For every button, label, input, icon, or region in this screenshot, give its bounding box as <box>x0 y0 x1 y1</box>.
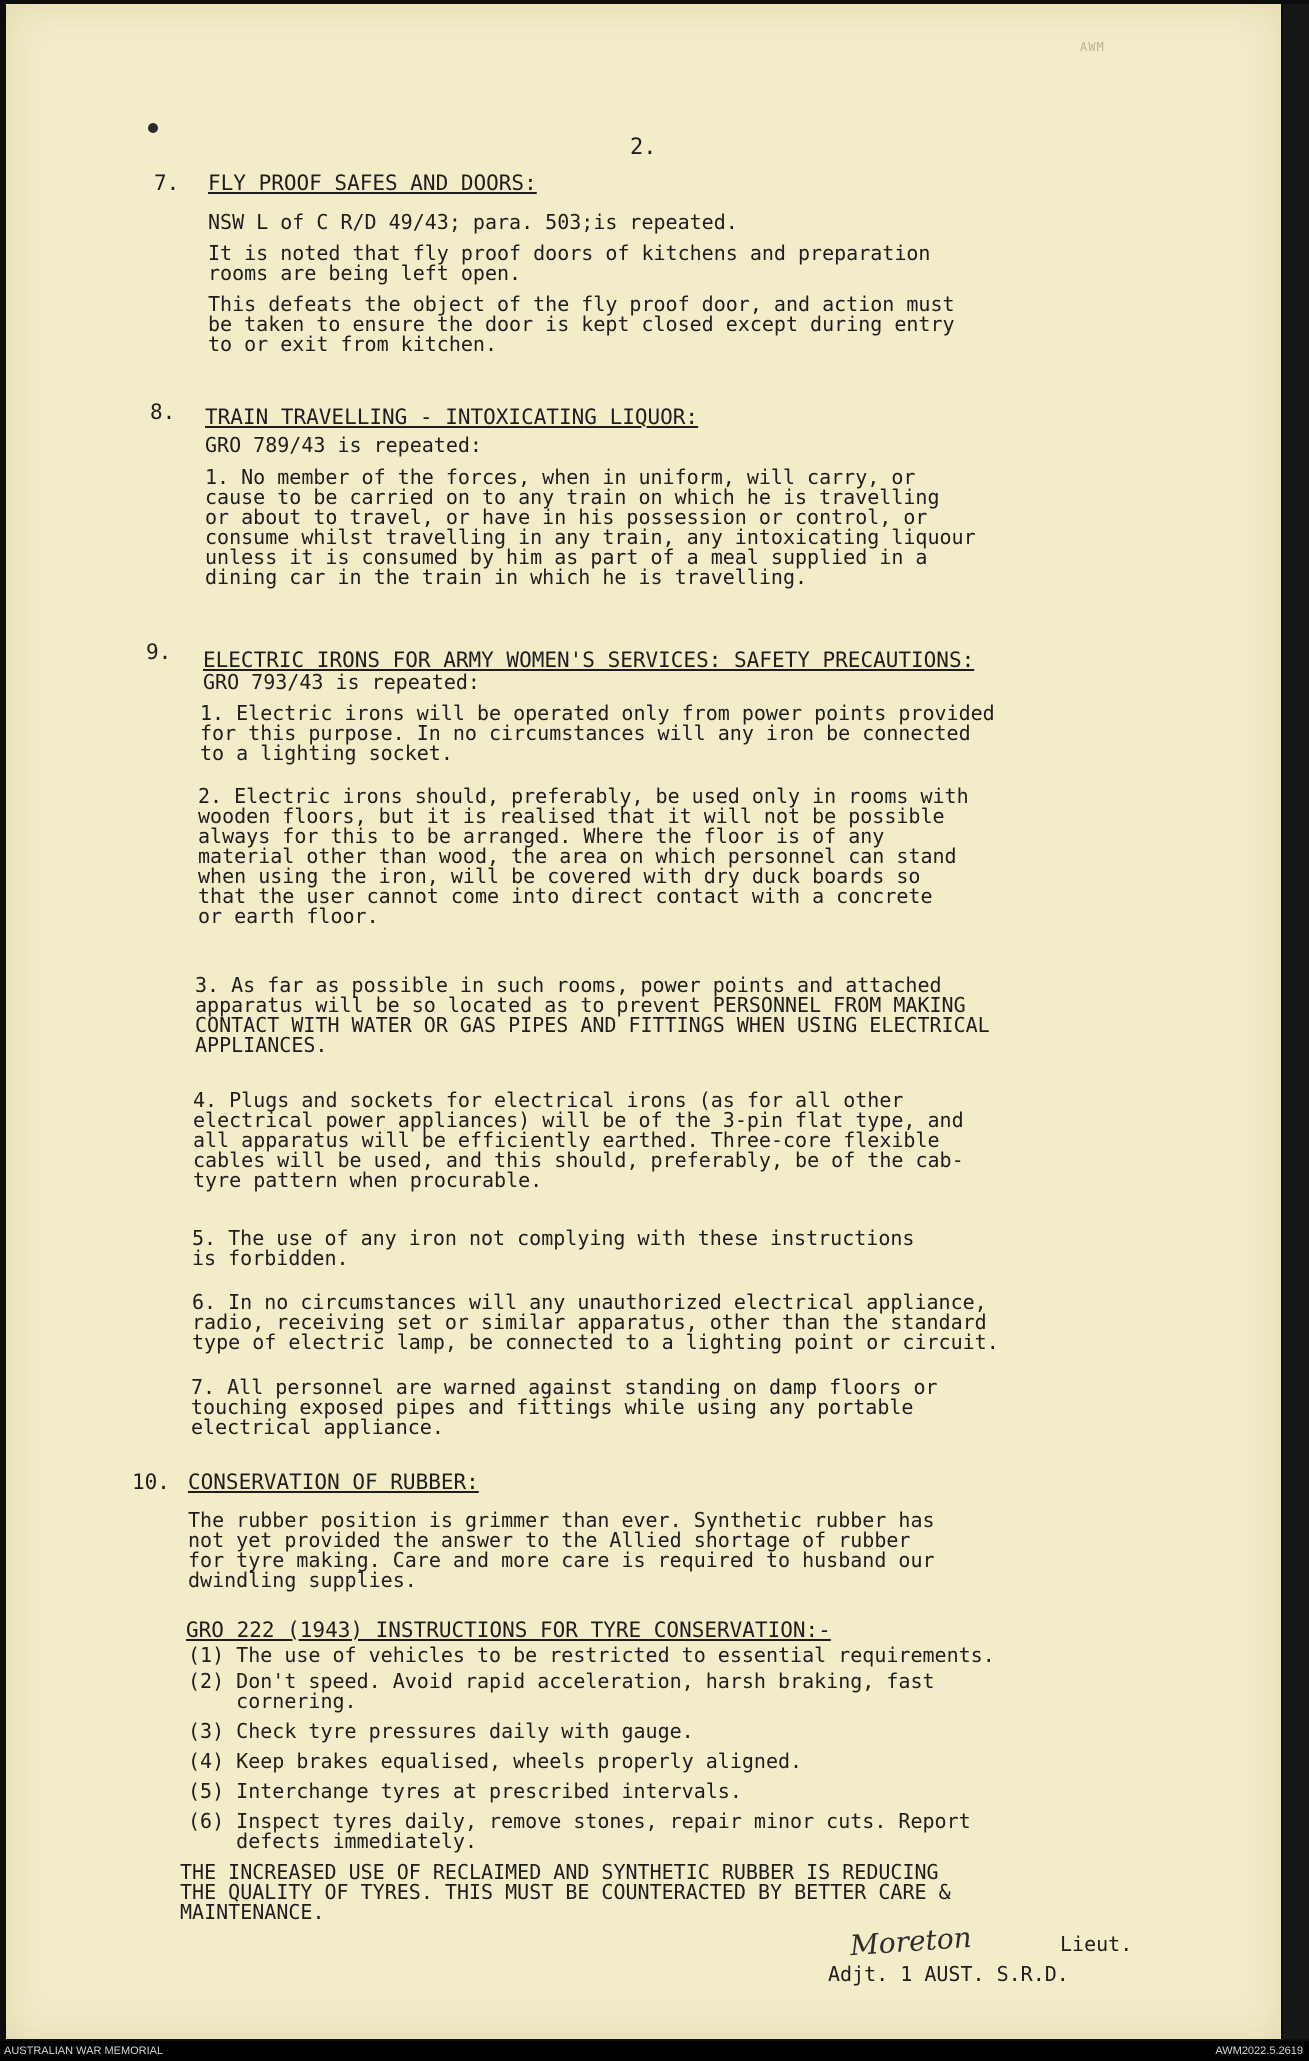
text-line: to a lighting socket. <box>200 741 453 765</box>
section-9-para-3 <box>195 975 990 1055</box>
text-line: wooden floors, but it is realised that it will not be possible <box>198 804 945 828</box>
text-line: to or exit from kitchen. <box>208 332 497 356</box>
archive-footer <box>0 2041 1309 2061</box>
text-line: 1. No member of the forces, when in uniform, will carry, or <box>205 465 916 489</box>
text-line: CONTACT WITH WATER OR GAS PIPES AND FITTINGS WHEN USING ELECTRICAL <box>195 1013 990 1037</box>
list-item: (4) Keep brakes equalised, wheels properly aligned. <box>188 1749 803 1773</box>
text-line: apparatus will be so located as to prevent PERSONNEL FROM MAKING <box>195 993 966 1017</box>
text-line: APPLIANCES. <box>195 1033 328 1057</box>
section-10-para-1 <box>188 1510 935 1590</box>
section-9-para-2 <box>198 786 969 926</box>
text-line: 1. Electric irons will be operated only from power points provided <box>200 701 995 725</box>
text-line: This defeats the object of the fly proof door, and action must <box>208 292 955 316</box>
page-number: 2. <box>630 135 657 160</box>
text-line: tyre pattern when procurable. <box>193 1168 543 1192</box>
text-line: always for this to be arranged. Where the floor is of any <box>198 824 885 848</box>
text-line: 6. In no circumstances will any unauthorized electrical appliance, <box>192 1290 987 1314</box>
section-9-para-1 <box>200 703 995 763</box>
text-line: consume whilst travelling in any train, any intoxicating liquour <box>205 525 976 549</box>
section-9-para-6 <box>192 1292 999 1352</box>
text-line: It is noted that fly proof doors of kitchens and preparation <box>208 241 931 265</box>
section-9-reference: GRO 793/43 is repeated: <box>203 670 480 694</box>
text-line: when using the iron, will be covered with dry duck boards so <box>198 864 921 888</box>
text-line: or about to travel, or have in his possession or control, or <box>205 505 928 529</box>
text-line: rooms are being left open. <box>208 261 522 285</box>
text-line: electrical appliance. <box>191 1415 444 1439</box>
punch-hole <box>148 123 158 133</box>
signatory-title: Adjt. 1 AUST. S.R.D. <box>828 1962 1069 1986</box>
section-10-heading: CONSERVATION OF RUBBER: <box>188 1470 479 1494</box>
list-item: (2) Don't speed. Avoid rapid acceleration, harsh braking, fast cornering. <box>188 1669 935 1713</box>
section-8-heading: TRAIN TRAVELLING - INTOXICATING LIQUOR: <box>205 405 699 429</box>
scan-border <box>1283 4 1309 2039</box>
text-line: type of electric lamp, be connected to a lighting point or circuit. <box>192 1330 999 1354</box>
text-line: all apparatus will be efficiently earthed. Three-core flexible <box>193 1128 940 1152</box>
section-10-number: 10. <box>132 1470 170 1494</box>
tyre-instructions-heading: GRO 222 (1943) INSTRUCTIONS FOR TYRE CONSERVATION:- <box>186 1618 831 1642</box>
text-line: The rubber position is grimmer than ever. Synthetic rubber has <box>188 1508 935 1532</box>
section-7-para-2 <box>208 294 955 354</box>
section-7-para-1 <box>208 243 930 283</box>
closing-statement <box>180 1862 951 1922</box>
text-line: is forbidden. <box>192 1246 349 1270</box>
section-7-reference: NSW L of C R/D 49/43; para. 503;is repeated. <box>208 210 738 234</box>
text-line: 3. As far as possible in such rooms, power points and attached <box>195 973 942 997</box>
text-line: THE QUALITY OF TYRES. THIS MUST BE COUNTERACTED BY BETTER CARE & <box>180 1880 951 1904</box>
text-line: 4. Plugs and sockets for electrical irons (as for all other <box>193 1088 904 1112</box>
text-line: MAINTENANCE. <box>180 1900 325 1924</box>
text-line: dwindling supplies. <box>188 1568 417 1592</box>
list-item: (3) Check tyre pressures daily with gauge. <box>188 1719 694 1743</box>
tyre-instructions-list <box>188 1645 995 1851</box>
section-9-para-5 <box>192 1228 914 1268</box>
section-7-number: 7. <box>154 171 180 195</box>
footer-reference: AWM2022.5.2619 <box>1215 2045 1303 2057</box>
text-line: be taken to ensure the door is kept closed except during entry <box>208 312 955 336</box>
archive-stamp: AWM <box>1080 40 1105 54</box>
section-9-number: 9. <box>146 640 172 664</box>
text-line: that the user cannot come into direct contact with a concrete <box>198 884 933 908</box>
section-8-para-1 <box>205 467 976 587</box>
section-7-heading: FLY PROOF SAFES AND DOORS: <box>208 171 537 195</box>
signatory-rank: Lieut. <box>1060 1932 1133 1956</box>
text-line: cables will be used, and this should, preferably, be of the cab- <box>193 1148 964 1172</box>
list-item: (5) Interchange tyres at prescribed intervals. <box>188 1779 742 1803</box>
list-item: (1) The use of vehicles to be restricted to essential requirements. <box>188 1643 995 1667</box>
section-8-reference: GRO 789/43 is repeated: <box>205 433 482 457</box>
text-line: radio, receiving set or similar apparatus, other than the standard <box>192 1310 987 1334</box>
text-line: for tyre making. Care and more care is required to husband our <box>188 1548 935 1572</box>
text-line: or earth floor. <box>198 904 379 928</box>
text-line: electrical power appliances) will be of the 3-pin flat type, and <box>193 1108 964 1132</box>
section-9-heading: ELECTRIC IRONS FOR ARMY WOMEN'S SERVICES: SAFETY PRECAUTIONS: <box>203 648 975 672</box>
section-8-number: 8. <box>150 400 176 424</box>
handwritten-signature: Moreton <box>848 1920 973 1963</box>
text-line: material other than wood, the area on which personnel can stand <box>198 844 957 868</box>
text-line: 5. The use of any iron not complying with these instructions <box>192 1226 915 1250</box>
text-line: dining car in the train in which he is travelling. <box>205 565 808 589</box>
text-line: 7. All personnel are warned against standing on damp floors or <box>191 1375 938 1399</box>
text-line: 2. Electric irons should, preferably, be used only in rooms with <box>198 784 969 808</box>
section-9-para-7 <box>191 1377 938 1437</box>
text-line: cause to be carried on to any train on which he is travelling <box>205 485 940 509</box>
footer-institution: AUSTRALIAN WAR MEMORIAL <box>4 2045 164 2057</box>
section-9-para-4 <box>193 1090 964 1190</box>
text-line: touching exposed pipes and fittings while using any portable <box>191 1395 914 1419</box>
text-line: for this purpose. In no circumstances will any iron be connected <box>200 721 971 745</box>
text-line: unless it is consumed by him as part of a meal supplied in a <box>205 545 928 569</box>
text-line: THE INCREASED USE OF RECLAIMED AND SYNTHETIC RUBBER IS REDUCING <box>180 1860 939 1884</box>
list-item: (6) Inspect tyres daily, remove stones, repair minor cuts. Report defects immediately. <box>188 1809 971 1853</box>
text-line: not yet provided the answer to the Allied shortage of rubber <box>188 1528 911 1552</box>
